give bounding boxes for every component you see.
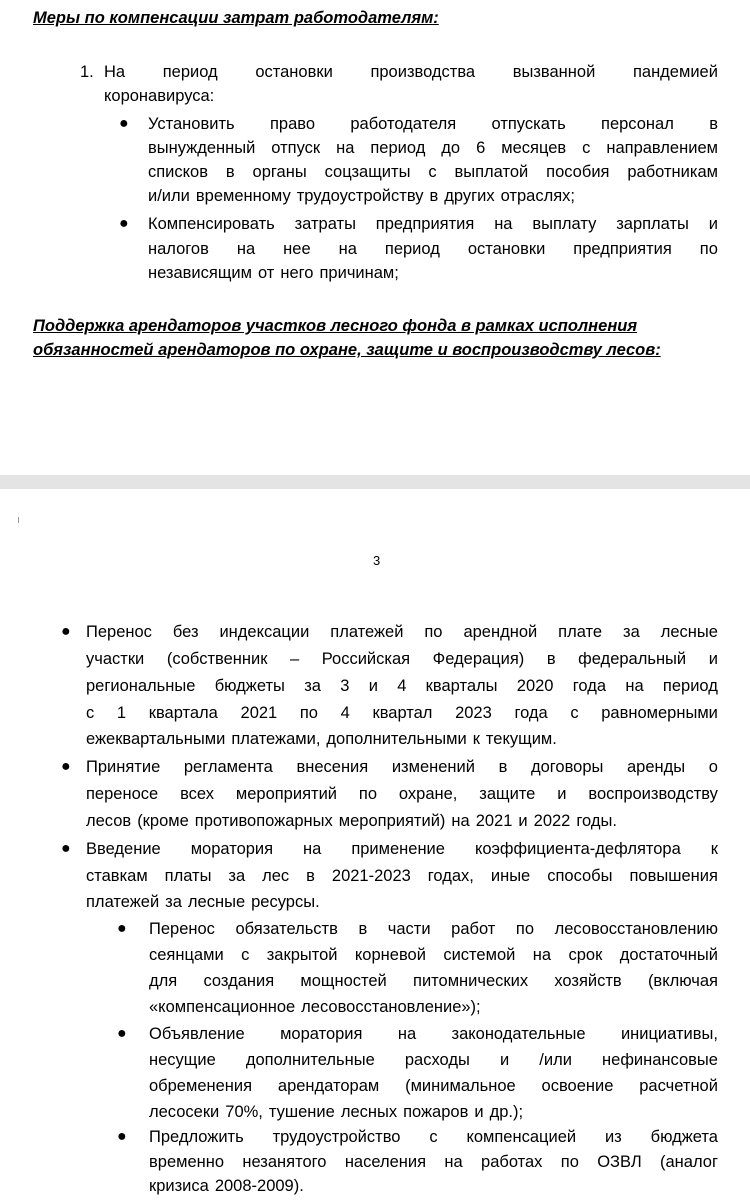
list-item-line: обременения арендаторам (минимальное освоение расчетной (149, 1077, 718, 1095)
list-item-line: с 1 квартала 2021 по 4 квартал 2023 года с равномерными (86, 704, 718, 722)
list-item-line: ежеквартальными платежами, дополнительными к текущим. (86, 730, 557, 748)
bullet-icon: ● (61, 758, 71, 775)
list-item-line: переносе всех мероприятий по охране, защите и воспроизводству (86, 785, 718, 803)
list-item-line: Перенос без индексации платежей по арендной плате за лесные (86, 623, 718, 641)
list-item-line: лесов (кроме противопожарных мероприятий) на 2021 и 2022 годы. (86, 812, 617, 830)
list-item-line: сеянцами с закрытой корневой системой на срок достаточный (149, 946, 718, 964)
list-item-line: Принятие регламента внесения изменений в договоры аренды о (86, 758, 718, 776)
list-item-line: налогов на нее на период остановки предприятия по (148, 240, 718, 258)
list-item-line: Перенос обязательств в части работ по лесовосстановлению (149, 920, 718, 938)
list-item-line: для создания мощностей питомнических хозяйств (включая (149, 972, 718, 990)
list-item-line: независящим от него причинам; (148, 264, 399, 282)
list-item-line: Объявление моратория на законодательные инициативы, (149, 1025, 718, 1043)
list-item-line: На период остановки производства вызванной пандемией (104, 63, 718, 81)
list-item-line: Введение моратория на применение коэффициента-дефлятора к (86, 840, 718, 858)
list-item-line: кризиса 2008-2009). (149, 1177, 304, 1195)
page-number: 3 (373, 553, 381, 568)
list-item-line: Установить право работодателя отпускать персонал в (148, 115, 718, 133)
list-item-line: платежей за лесные ресурсы. (86, 893, 320, 911)
section-heading-forest-tenants: обязанностей арендаторов по охране, защите и воспроизводству лесов: (33, 341, 661, 359)
bullet-icon: ● (117, 920, 127, 937)
section-heading-compensation: Меры по компенсации затрат работодателям: (33, 9, 439, 27)
list-item-line: Предложить трудоустройство с компенсацией из бюджета (149, 1128, 718, 1146)
list-item-line: и/или временному трудоустройству в других отраслях; (148, 187, 575, 205)
document-page-1 (0, 0, 750, 475)
list-item-line: списков в органы соцзащиты с выплатой пособия работникам (148, 163, 718, 181)
list-item-line: временно незанятого населения на работах по ОЗВЛ (аналог (149, 1153, 718, 1171)
bullet-icon: ● (117, 1025, 127, 1042)
list-item-line: вынужденный отпуск на период до 6 месяцев с направлением (148, 139, 718, 157)
page-mark (18, 517, 19, 523)
list-item-line: «компенсационное лесовосстановление»); (149, 998, 481, 1016)
list-item-line: лесосеки 70%, тушение лесных пожаров и др.); (149, 1103, 524, 1121)
bullet-icon: ● (119, 115, 129, 132)
bullet-icon: ● (61, 623, 71, 640)
bullet-icon: ● (119, 215, 129, 232)
list-item-line: несущие дополнительные расходы и /или нефинансовые (149, 1051, 718, 1069)
list-item-line: региональные бюджеты за 3 и 4 кварталы 2020 года на период (86, 677, 718, 695)
list-item-line: ставкам платы за лес в 2021-2023 годах, иные способы повышения (86, 867, 718, 885)
list-item-line: Компенсировать затраты предприятия на выплату зарплаты и (148, 215, 718, 233)
list-item-line: участки (собственник – Российская Федерация) в федеральный и (86, 650, 718, 668)
bullet-icon: ● (61, 840, 71, 857)
bullet-icon: ● (117, 1128, 127, 1145)
list-number: 1. (80, 63, 94, 81)
section-heading-forest-tenants: Поддержка арендаторов участков лесного фонда в рамках исполнения (33, 317, 638, 335)
list-item-line: коронавируса: (104, 87, 215, 105)
